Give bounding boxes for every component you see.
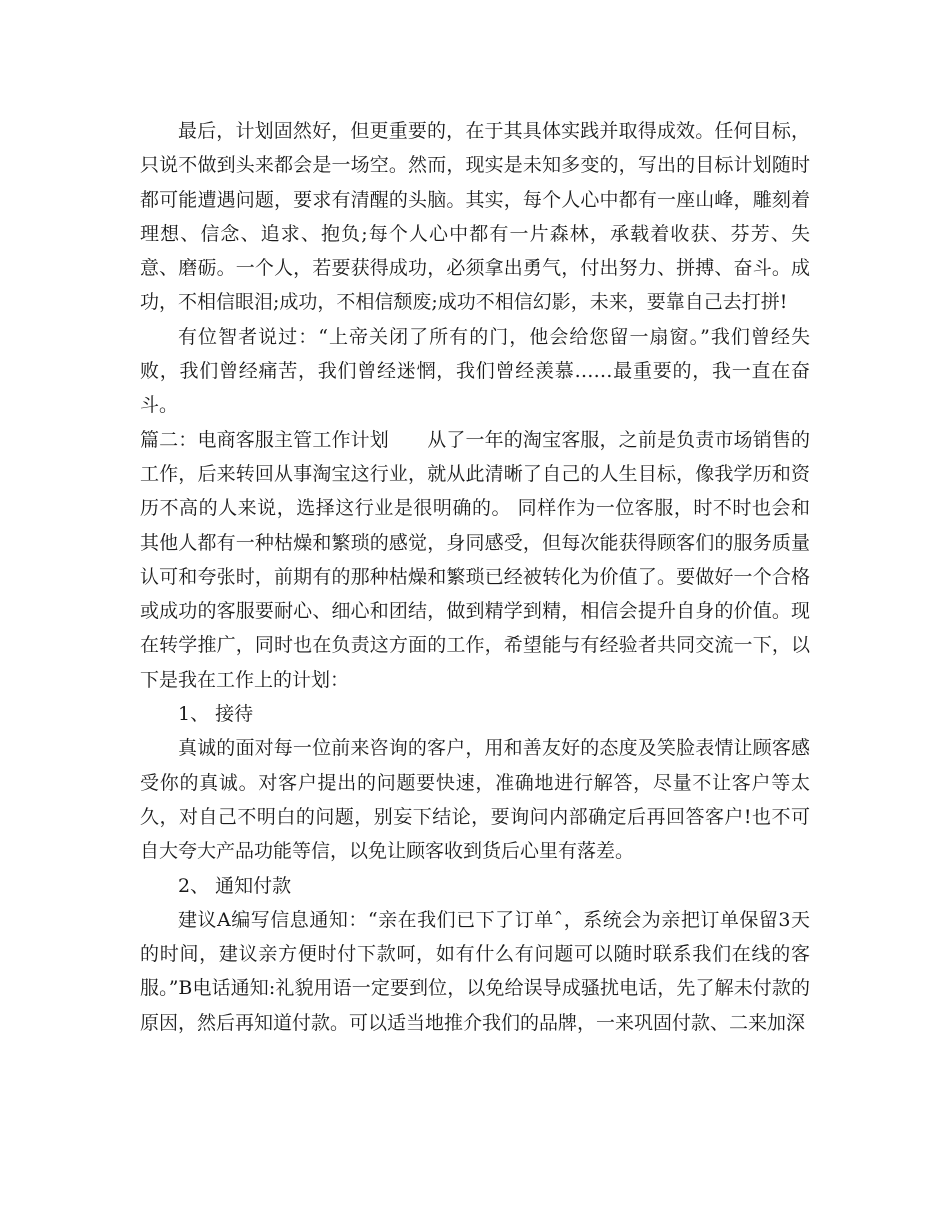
paragraph-quote: 有位智者说过：“上帝关闭了所有的门，他会给您留一扇窗。”我们曾经失败，我们曾经痛苦，我们曾经迷惘，我们曾经羡慕……最重要的，我一直在奋斗。 bbox=[140, 325, 810, 417]
document-body bbox=[140, 114, 810, 1040]
section-heading-reception: 1、 接待 bbox=[178, 703, 254, 726]
paragraph-section-two-intro: 篇二：电商客服主管工作计划 从了一年的淘宝客服，之前是负责市场销售的工作，后来转回从事淘宝这行业，就从此清晰了自己的人生目标，像我学历和资历不高的人来说，选择这行业是很明确的。 同样作为一位客服，时不时也会和其他人都有一种枯燥和繁琐的感觉，身同感受，但每次能获得顾客们的服务质量认可和夸张时，前期有的那种枯燥和繁琐已经被转化为价值了。要做好一个合格或成功的客服要耐心、细心和团结，做到精学到精，相信会提升自身的价值。现在转学推广，同时也在负责这方面的工作，希望能与有经验者共同交流一下，以下是我在工作上的计划： bbox=[140, 428, 810, 691]
paragraph-conclusion: 最后，计划固然好，但更重要的，在于其具体实践并取得成效。任何目标，只说不做到头来都会是一场空。然而，现实是未知多变的，写出的目标计划随时都可能遭遇问题，要求有清醒的头脑。其实，每个人心中都有一座山峰，雕刻着理想、信念、追求、抱负;每个人心中都有一片森林，承载着收获、芬芳、失意、磨砺。一个人，若要获得成功，必须拿出勇气，付出努力、拼搏、奋斗。成功，不相信眼泪;成功，不相信颓废;成功不相信幻影，未来，要靠自己去打拼! bbox=[140, 120, 810, 314]
section-heading-payment-notice: 2、 通知付款 bbox=[178, 874, 292, 897]
paragraph-payment-notice: 建议A编写信息通知：“亲在我们已下了订单ˆ，系统会为亲把订单保留3天的时间，建议亲方便时付下款呵，如有什么有问题可以随时联系我们在线的客服。”B电话通知:礼貌用语一定要到位，以免给误导成骚扰电话，先了解未付款的原因，然后再知道付款。可以适当地推介我们的品牌，一来巩固付款、二来加深 bbox=[140, 908, 810, 1034]
paragraph-reception: 真诚的面对每一位前来咨询的客户，用和善友好的态度及笑脸表情让顾客感受你的真诚。对客户提出的问题要快速，准确地进行解答，尽量不让客户等太久，对自己不明白的问题，别妄下结论，要询问内部确定后再回答客户!也不可自大夸大产品功能等信，以免让顾客收到货后心里有落差。 bbox=[140, 737, 810, 863]
